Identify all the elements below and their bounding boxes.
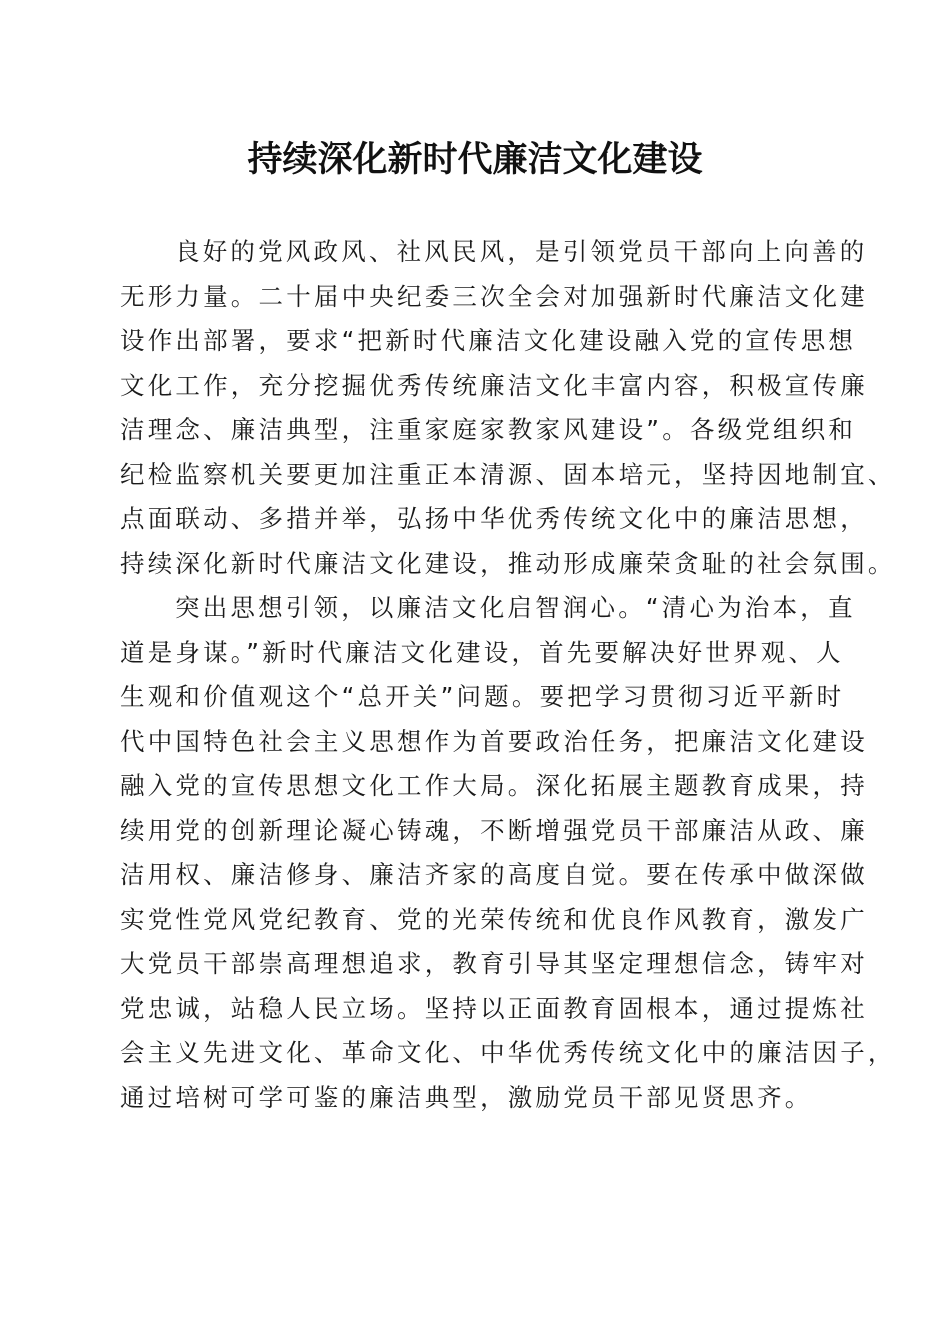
text-line: 会主义先进文化、革命文化、中华优秀传统文化中的廉洁因子， (120, 1038, 896, 1067)
text-line: 代中国特色社会主义思想作为首要政治任务，把廉洁文化建设 (120, 726, 868, 756)
text-line: 融入党的宣传思想文化工作大局。深化拓展主题教育成果，持 (120, 771, 868, 800)
text-line: 点面联动、多措并举，弘扬中华优秀传统文化中的廉洁思想， (120, 504, 868, 533)
document-title: 持续深化新时代廉洁文化建设 (247, 139, 703, 180)
text-line: 党忠诚，站稳人民立场。坚持以正面教育固根本，通过提炼社 (120, 993, 868, 1023)
paragraph (120, 230, 896, 586)
text-line: 大党员干部崇高理想追求，教育引导其坚定理想信念，铸牢对 (120, 949, 868, 978)
text-line: 通过培树可学可鉴的廉洁典型，激励党员干部见贤思齐。 (120, 1082, 813, 1112)
text-line: 生观和价值观这个“总开关”问题。要把学习贯彻习近平新时 (120, 682, 845, 711)
text-line: 文化工作，充分挖掘优秀传统廉洁文化丰富内容，积极宣传廉 (120, 370, 868, 400)
text-line: 续用党的创新理论凝心铸魂，不断增强党员干部廉洁从政、廉 (120, 815, 868, 845)
text-line: 道是身谋。”新时代廉洁文化建设，首先要解决好世界观、人 (120, 637, 844, 667)
text-line: 突出思想引领，以廉洁文化启智润心。“清心为治本，直 (175, 593, 856, 622)
text-line: 良好的党风政风、社风民风，是引领党员干部向上向善的 (175, 237, 868, 266)
paragraph (120, 586, 896, 1120)
text-line: 纪检监察机关要更加注重正本清源、固本培元，坚持因地制宜、 (120, 459, 896, 489)
document-body (120, 230, 896, 1120)
text-line: 设作出部署，要求“把新时代廉洁文化建设融入党的宣传思想 (120, 326, 857, 355)
text-line: 无形力量。二十届中央纪委三次全会对加强新时代廉洁文化建 (120, 281, 868, 311)
text-line: 洁理念、廉洁典型，注重家庭家教家风建设”。各级党组织和 (120, 415, 857, 444)
text-line: 洁用权、廉洁修身、廉洁齐家的高度自觉。要在传承中做深做 (120, 860, 868, 889)
text-line: 持续深化新时代廉洁文化建设，推动形成廉荣贪耻的社会氛围。 (120, 548, 896, 578)
text-line: 实党性党风党纪教育、党的光荣传统和优良作风教育，激发广 (120, 904, 868, 934)
